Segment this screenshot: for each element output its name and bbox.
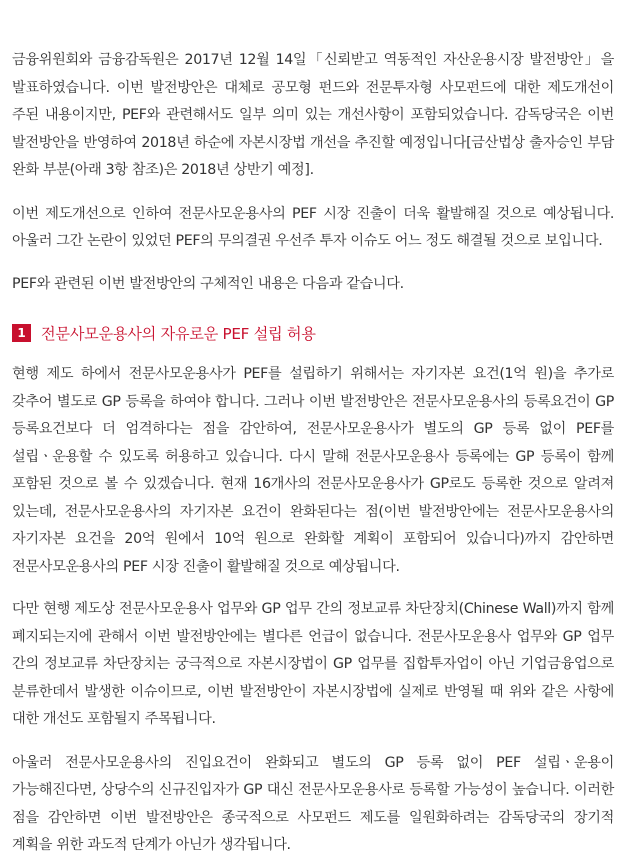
- document-body: [12, 47, 614, 860]
- intro-paragraph: 금융위원회와 금융감독원은 2017년 12월 14일「신뢰받고 역동적인 자산운용시장 발전방안」을 발표하였습니다. 이번 발전방안은 대체로 공모형 펀드와 전문투자형 사모펀드에 대한 제도개선이 주된 내용이지만, PEF와 관련해서도 일부 의미 있는 개선사항이 포함되었습니다. 감독당국은 이번 발전방안을 반영하여 2018년 하순에 자본시장법 개선을 추진할 예정입니다[금산법상 출자승인 부담 완화 부분(아래 3항 참조)은 2018년 상반기 예정].: [12, 52, 614, 178]
- outlook-paragraph: 이번 제도개선으로 인하여 전문사모운용사의 PEF 시장 진출이 더욱 활발해질 것으로 예상됩니다. 아울러 그간 논란이 있었던 PEF의 무의결권 우선주 투자 이슈도 어느 정도 해결될 것으로 보입니다.: [12, 205, 614, 249]
- section-number-badge: 1: [12, 324, 31, 342]
- section-paragraph: 아울러 전문사모운용사의 진입요건이 완화되고 별도의 GP 등록 없이 PEF 설립ㆍ운용이 가능해진다면, 상당수의 신규진입자가 GP 대신 전문사모운용사로 등록할 가능성이 높습니다. 이러한 점을 감안하면 이번 발전방안은 종국적으로 사모펀드 제도를 일원화하려는 감독당국의 장기적 계획을 위한 과도적 단계가 아닌가 생각됩니다.: [12, 754, 614, 853]
- section-paragraph: 현행 제도 하에서 전문사모운용사가 PEF를 설립하기 위해서는 자기자본 요건(1억 원)을 추가로 갖추어 별도로 GP 등록을 하여야 합니다. 그러나 이번 발전방안은 전문사모운용사의 등록요건이 GP 등록요건보다 더 엄격하다는 점을 감안하여, 전문사모운용사가 별도의 GP 등록 없이 PEF를 설립ㆍ운용할 수 있도록 허용하고 있습니다. 다시 말해 전문사모운용사 등록에는 GP 등록이 함께 포함된 것으로 볼 수 있겠습니다. 현재 16개사의 전문사모운용사가 GP로도 등록한 것으로 알려져 있는데, 전문사모운용사의 자기자본 요건이 완화된다는 점(이번 발전방안에는 전문사모운용사의 자기자본 요건을 20억 원에서 10억 원으로 완화할 계획이 포함되어 있습니다)까지 감안하면 전문사모운용사의 PEF 시장 진출이 활발해질 것으로 예상됩니다.: [12, 366, 614, 575]
- section-1-heading: [12, 321, 614, 345]
- section-title: 전문사모운용사의 자유로운 PEF 설립 허용: [41, 324, 316, 343]
- section-paragraph: 다만 현행 제도상 전문사모운용사 업무와 GP 업무 간의 정보교류 차단장치(Chinese Wall)까지 함께 폐지되는지에 관해서 이번 발전방안에는 별다른 언급이 없습니다. 전문사모운용사 업무와 GP 업무 간의 정보교류 차단장치는 궁극적으로 자본시장법이 GP 업무를 집합투자업이 아닌 기업금융업으로 분류한데서 발생한 이슈이므로, 이번 발전방안이 자본시장법에 실제로 반영될 때 위와 같은 사항에 대한 개선도 포함될지 주목됩니다.: [12, 601, 614, 727]
- details-intro-paragraph: PEF와 관련된 이번 발전방안의 구체적인 내용은 다음과 같습니다.: [12, 275, 404, 292]
